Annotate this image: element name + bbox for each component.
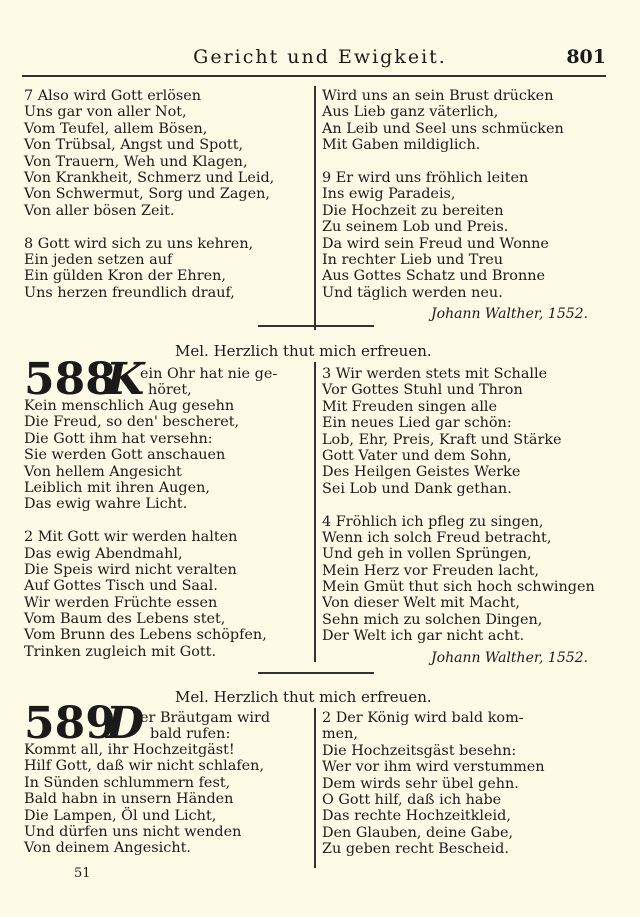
verse-line: Vom Teufel, allem Bösen, (24, 120, 208, 137)
hymn-589-first-line-a: er Bräutgam wird (140, 710, 271, 726)
hymn-588-author: Johann Walther, 1552. (431, 650, 588, 666)
verse-line: Ein jeden setzen auf (24, 251, 173, 268)
verse-line: Gott Vater und dem Sohn, (322, 447, 512, 464)
hymn-589-left-column (24, 742, 264, 857)
verse-line: Trinken zugleich mit Gott. (24, 643, 217, 660)
hymn-588-first-line-b: höret, (148, 382, 192, 398)
verse-line: 3 Wir werden stets mit Schalle (322, 366, 548, 382)
verse-line: Lob, Ehr, Preis, Kraft und Stärke (322, 431, 562, 448)
hymn-588-melody: Mel. Herzlich thut mich erfreuen. (175, 342, 432, 360)
verse-line: Das ewig wahre Licht. (24, 496, 188, 513)
stanza-gap (24, 513, 267, 529)
verse-line: O Gott hilf, daß ich habe (322, 791, 502, 808)
verse-line: Hilf Gott, daß wir nicht schlafen, (24, 758, 265, 775)
hymn-589-first-line-b: bald rufen: (150, 726, 231, 742)
hymn-589-dropcap: D (106, 698, 145, 749)
verse-line: Und dürfen uns nicht wenden (24, 823, 242, 840)
hymn-589-first-line-cont (150, 726, 230, 742)
verse-line: Mein Herz vor Freuden lacht, (322, 562, 540, 579)
verse-line: Uns herzen freundlich drauf, (24, 284, 235, 301)
verse-line: Und täglich werden neu. (322, 284, 503, 301)
hymn-588-first-line-cont (148, 382, 192, 398)
hymn-589-number: 589 (24, 698, 116, 749)
verse-line: Aus Lieb ganz väterlich, (322, 104, 499, 121)
verse-line: Zu seinem Lob und Preis. (322, 219, 509, 236)
column-divider (314, 708, 316, 868)
hymn-589-right-column (322, 710, 545, 858)
verse-line: Auf Gottes Tisch und Saal. (24, 578, 218, 595)
verse-line: Ein gülden Kron der Ehren, (24, 268, 226, 285)
verse-line: Die Lampen, Öl und Licht, (24, 807, 217, 824)
prev-hymn-author: Johann Walther, 1552. (431, 306, 588, 322)
stanza-gap (24, 219, 274, 235)
verse-line: Die Freud, so den' bescheret, (24, 414, 240, 431)
verse-line: Des Heilgen Geistes Werke (322, 464, 521, 481)
verse-line: Wenn ich solch Freud betracht, (322, 529, 552, 546)
verse-line: Sei Lob und Dank gethan. (322, 480, 512, 497)
verse-line: Mein Gmüt thut sich hoch schwingen (322, 579, 595, 596)
header-rule (22, 75, 606, 77)
verse-line: Von Trübsal, Angst und Spott, (24, 137, 244, 154)
verse-line: Vor Gottes Stuhl und Thron (322, 382, 523, 399)
verse-line: Das ewig Abendmahl, (24, 545, 183, 562)
verse-line: Ein neues Lied gar schön: (322, 415, 512, 432)
signature-mark: 51 (74, 866, 91, 881)
verse-line: Das rechte Hochzeitkleid, (322, 808, 511, 825)
verse-line: An Leib und Seel uns schmücken (322, 120, 564, 137)
column-divider (314, 86, 316, 330)
verse-line: Zu geben recht Bescheid. (322, 841, 509, 858)
verse-line: In rechter Lieb und Treu (322, 251, 504, 268)
verse-line: 8 Gott wird sich zu uns kehren, (24, 235, 254, 252)
stanza-gap (322, 497, 595, 513)
verse-line: Die Hochzeitsgäst besehn: (322, 742, 517, 759)
verse-line: Vom Baum des Lebens stet, (24, 611, 226, 628)
verse-line: Die Gott ihm hat versehn: (24, 430, 213, 447)
hymn-588-dropcap: K (106, 354, 145, 405)
verse-line: 2 Mit Gott wir werden halten (24, 529, 238, 546)
verse-line: Sie werden Gott anschauen (24, 447, 226, 464)
hymn-588-left-column (24, 398, 267, 660)
hymn-588-number: 588 (24, 354, 116, 405)
verse-line: Wer vor ihm wird verstummen (322, 759, 545, 776)
verse-line: Von aller bösen Zeit. (24, 202, 175, 219)
verse-line: Uns gar von aller Not, (24, 104, 187, 121)
verse-line: 7 Also wird Gott erlösen (24, 88, 202, 104)
verse-line: Aus Gottes Schatz und Bronne (322, 268, 546, 285)
verse-line: Wird uns an sein Brust drücken (322, 88, 554, 104)
verse-line: Der Welt ich gar nicht acht. (322, 628, 525, 645)
verse-line: 4 Fröhlich ich pfleg zu singen, (322, 513, 544, 530)
verse-line: Kein menschlich Aug gesehn (24, 398, 235, 414)
verse-line: Mit Gaben mildiglich. (322, 137, 481, 154)
verse-line: Den Glauben, deine Gabe, (322, 824, 514, 841)
verse-line: Ins ewig Paradeis, (322, 186, 456, 203)
verse-line: Von hellem Angesicht (24, 463, 182, 480)
verse-line: Von Trauern, Weh und Klagen, (24, 153, 248, 170)
hymn-588-first-line-a: ein Ohr hat nie ge- (140, 366, 278, 382)
verse-line: Wir werden Früchte essen (24, 594, 218, 611)
page-number: 801 (566, 46, 606, 68)
hymn-588-first-line (140, 366, 277, 382)
verse-line: Von Krankheit, Schmerz und Leid, (24, 169, 275, 186)
verse-line: Dem wirds sehr übel gehn. (322, 775, 519, 792)
stanza-gap (322, 154, 564, 170)
verse-line: Vom Brunn des Lebens schöpfen, (24, 627, 267, 644)
verse-line: Leiblich mit ihren Augen, (24, 479, 210, 496)
verse-line: Und geh in vollen Sprüngen, (322, 546, 532, 563)
verse-line: Sehn mich zu solchen Dingen, (322, 611, 543, 628)
hymn-589-first-line (140, 710, 270, 726)
hymn-588-right-column (322, 366, 595, 645)
prev-hymn-left-column (24, 88, 274, 301)
verse-line: Mit Freuden singen alle (322, 398, 498, 415)
verse-line: Bald habn in unsern Händen (24, 791, 234, 808)
verse-line: Die Speis wird nicht veralten (24, 561, 237, 578)
running-head (0, 44, 640, 74)
verse-line: In Sünden schlummern fest, (24, 774, 231, 791)
verse-line: Von Schwermut, Sorg und Zagen, (24, 186, 270, 203)
verse-line: men, (322, 726, 359, 743)
hymn-589-melody: Mel. Herzlich thut mich erfreuen. (175, 688, 432, 706)
column-divider (314, 362, 316, 662)
verse-line: Von dieser Welt mit Macht, (322, 595, 520, 612)
section-rule (258, 672, 374, 674)
prev-hymn-right-column (322, 88, 564, 301)
section-rule (258, 325, 374, 327)
verse-line: Da wird sein Freud und Wonne (322, 235, 549, 252)
verse-line: Von deinem Angesicht. (24, 840, 191, 857)
verse-line: Kommt all, ihr Hochzeitgäst! (24, 742, 235, 758)
running-title: Gericht und Ewigkeit. (193, 46, 447, 68)
verse-line: Die Hochzeit zu bereiten (322, 202, 504, 219)
verse-line: 2 Der König wird bald kom- (322, 710, 524, 726)
verse-line: 9 Er wird uns fröhlich leiten (322, 169, 529, 186)
